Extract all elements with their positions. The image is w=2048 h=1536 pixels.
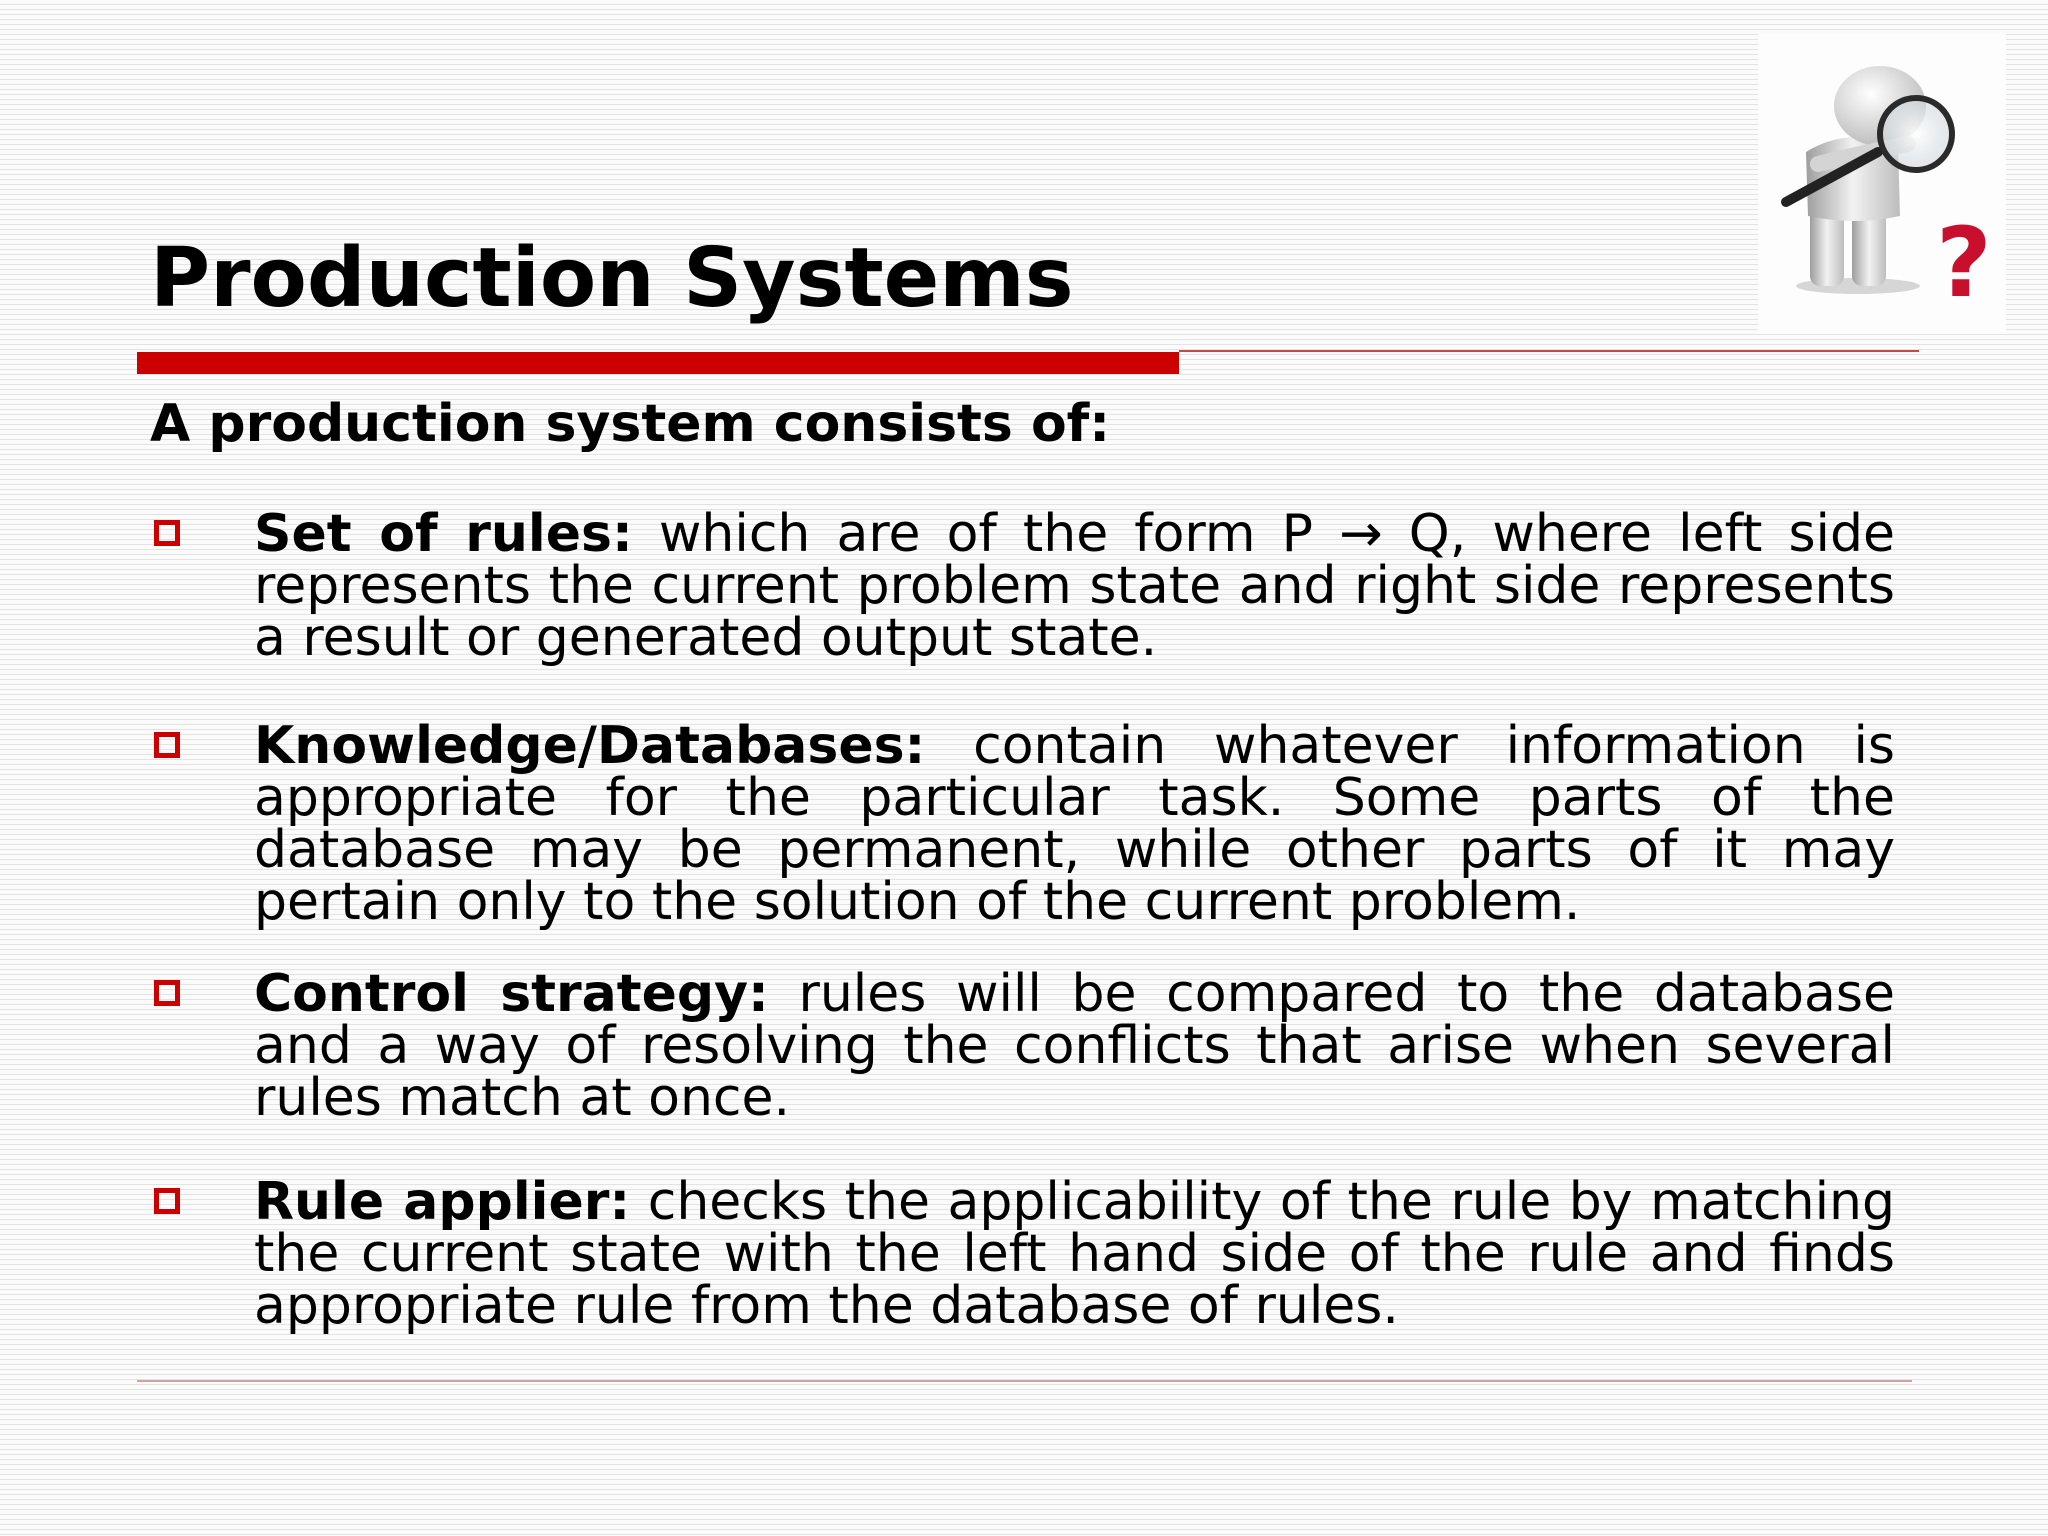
illustration-image xyxy=(1758,34,2006,334)
bullet-term: Control strategy: xyxy=(254,964,769,1024)
hollow-square-icon xyxy=(154,732,180,758)
hollow-square-icon xyxy=(154,520,180,546)
bullet-text xyxy=(254,716,1895,932)
bullet-description: checks the applicability of the rule by matching the current state with the left hand side of the rule and finds appropriate rule from the database of rules. xyxy=(254,1172,1895,1336)
svg-text:?: ? xyxy=(1936,207,1992,319)
hollow-square-icon xyxy=(154,980,180,1006)
bottom-divider xyxy=(137,1380,1912,1382)
bullet-term: Rule applier: xyxy=(254,1172,631,1232)
bullet-text xyxy=(254,504,1895,668)
hollow-square-icon xyxy=(154,1188,180,1214)
bullet-term: Knowledge/Databases: xyxy=(254,716,926,776)
title-underline-thin xyxy=(1179,350,1919,352)
intro-text: A production system consists of: xyxy=(150,394,1111,454)
slide-title: Production Systems xyxy=(150,231,1074,326)
bullet-text xyxy=(254,964,1895,1128)
bullet-description: rules will be compared to the database and a way of resolving the conflicts that arise when several rules match at once. xyxy=(254,964,1895,1128)
bullet-text xyxy=(254,1172,1895,1336)
figure-magnifier-question-icon xyxy=(1758,34,2006,334)
title-underline-accent xyxy=(137,352,1179,374)
bullet-term: Set of rules: xyxy=(254,504,633,564)
bullet-description: which are of the form P → Q, where left side represents the current problem state and right side represents a result or generated output state. xyxy=(254,504,1895,668)
bullet-description: contain whatever information is appropriate for the particular task. Some parts of the database may be permanent, while other parts of it may pertain only to the solution of the current problem. xyxy=(254,716,1895,932)
